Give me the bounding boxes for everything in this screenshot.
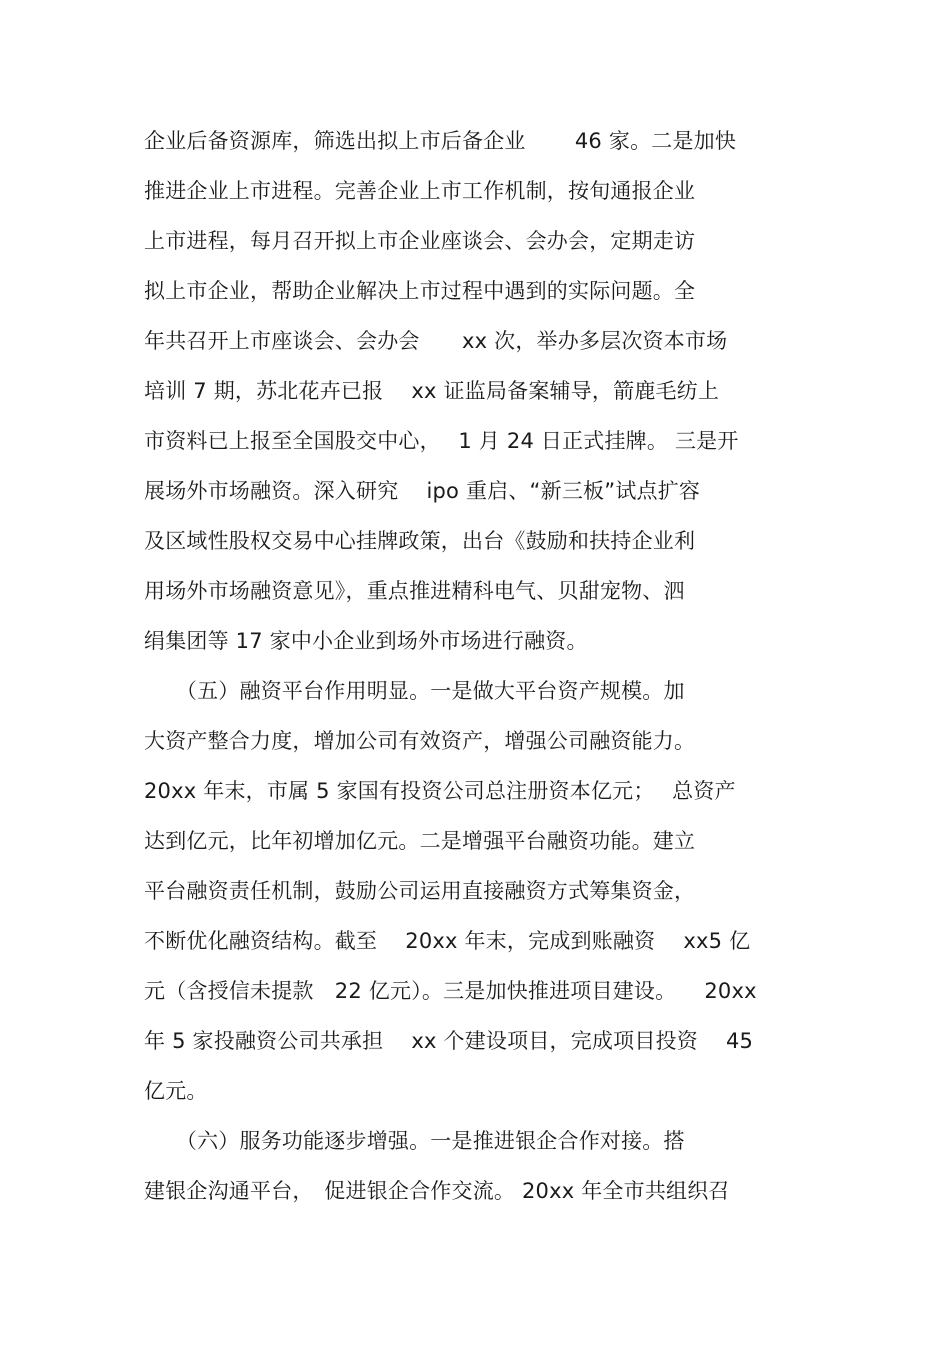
text-line-13: 大资产整合力度，增加公司有效资产，增强公司融资能力。 (144, 729, 696, 753)
text-line-16: 平台融资责任机制，鼓励公司运用直接融资方式筹集资金， (144, 879, 696, 903)
text-line-7: 市资料已上报至全国股交中心， 1 月 24 日正式挂牌。 三是开 (144, 429, 739, 453)
text-line-9: 及区域性股权交易中心挂牌政策，出台《鼓励和扶持企业利 (144, 529, 696, 553)
text-line-3: 上市进程，每月召开拟上市企业座谈会、会办会，定期走访 (144, 229, 696, 253)
text-line-8: 展场外市场融资。深入研究 ipo 重启、“新三板”试点扩容 (144, 479, 701, 503)
text-line-12: （五）融资平台作用明显。一是做大平台资产规模。加 (144, 679, 685, 703)
text-line-2: 推进企业上市进程。完善企业上市工作机制，按旬通报企业 (144, 179, 696, 203)
text-line-4: 拟上市企业，帮助企业解决上市过程中遇到的实际问题。全 (144, 279, 696, 303)
text-line-1: 企业后备资源库，筛选出拟上市后备企业 46 家。二是加快 (144, 129, 737, 153)
text-line-21: （六）服务功能逐步增强。一是推进银企合作对接。搭 (144, 1129, 685, 1153)
text-line-15: 达到亿元，比年初增加亿元。二是增强平台融资功能。建立 (144, 829, 696, 853)
text-line-17: 不断优化融资结构。截至 20xx 年末，完成到账融资 xx5 亿 (144, 929, 751, 953)
text-line-14: 20xx 年末，市属 5 家国有投资公司总注册资本亿元； 总资产 (144, 779, 736, 803)
text-line-6: 培训 7 期，苏北花卉已报 xx 证监局备案辅导，箭鹿毛纺上 (144, 379, 720, 403)
text-line-18: 元（含授信未提款 22 亿元）。三是加快推进项目建设。 20xx (144, 979, 757, 1003)
text-line-19: 年 5 家投融资公司共承担 xx 个建设项目，完成项目投资 45 (144, 1029, 754, 1053)
text-line-11: 绢集团等 17 家中小企业到场外市场进行融资。 (144, 629, 588, 653)
text-line-10: 用场外市场融资意见》，重点推进精科电气、贝甜宠物、泗 (144, 579, 685, 603)
text-line-22: 建银企沟通平台， 促进银企合作交流。 20xx 年全市共组织召 (144, 1179, 730, 1203)
text-line-5: 年共召开上市座谈会、会办会 xx 次，举办多层次资本市场 (144, 329, 728, 353)
text-line-20: 亿元。 (144, 1079, 208, 1103)
